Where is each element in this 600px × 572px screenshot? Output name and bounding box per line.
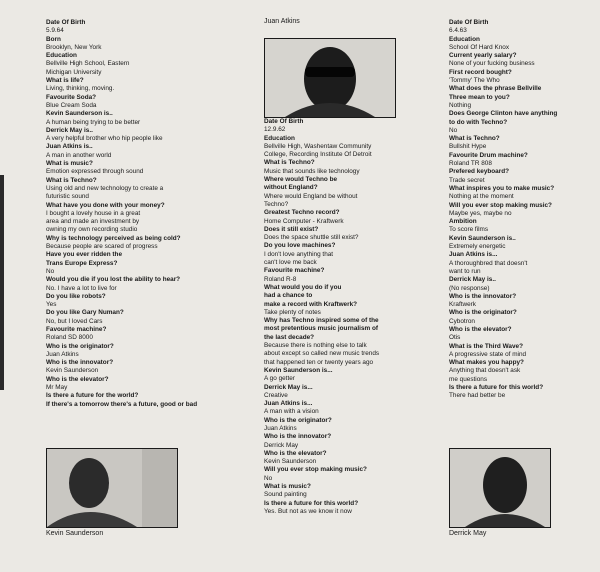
interview-question: Does George Clinton have anything xyxy=(449,110,558,118)
interview-question: Favourite machine? xyxy=(46,325,107,333)
interview-answer: Bellville High School, Eastern xyxy=(46,60,130,68)
interview-answer: Extremely energetic xyxy=(449,243,506,251)
interview-answer: Anything that doesn't ask xyxy=(449,367,521,375)
interview-question: What is music? xyxy=(46,160,93,168)
interview-question: Date Of Birth xyxy=(264,118,304,125)
interview-answer: Trade secret xyxy=(449,176,485,184)
interview-answer: No xyxy=(449,126,458,134)
interview-question: to do with Techno? xyxy=(449,118,508,126)
interview-question: Juan Atkins is... xyxy=(449,251,498,259)
interview-question: Derrick May is.. xyxy=(46,126,93,134)
interview-answer: Derrick May xyxy=(264,441,299,449)
interview-answer: area and made an investment by xyxy=(46,218,140,226)
interview-question: Favourite machine? xyxy=(264,267,325,275)
interview-answer: Brooklyn, New York xyxy=(46,43,102,51)
interview-answer: A go getter xyxy=(264,375,295,383)
interview-question: Who is the elevator? xyxy=(449,325,512,333)
interview-question: Born xyxy=(46,35,61,43)
interview-question: Prefered keyboard? xyxy=(449,168,510,176)
interview-answer: Living, thinking, moving. xyxy=(46,85,115,93)
interview-answer: Bullshit Hype xyxy=(449,143,487,151)
interview-question: Trans Europe Express? xyxy=(46,259,118,267)
interview-question: Ambition xyxy=(449,218,477,226)
interview-answer: futuristic sound xyxy=(46,193,89,201)
interview-answer: Maybe yes, maybe no xyxy=(449,209,512,217)
interview-question: most pretentious music journalism of xyxy=(264,325,378,333)
photo-kevin-saunderson xyxy=(46,448,178,528)
interview-answer: about except so called new music trends xyxy=(264,350,380,358)
interview-answer: School Of Hard Knox xyxy=(449,43,510,51)
interview-answer: Juan Atkins xyxy=(264,424,297,432)
interview-answer: A progressive state of mind xyxy=(449,350,527,358)
interview-question: Where would Techno be xyxy=(264,176,338,184)
interview-answer: Kraftwerk xyxy=(449,301,476,309)
caption-derrick-may: Derrick May xyxy=(449,530,487,537)
interview-question: Kevin Saunderson is... xyxy=(264,366,333,374)
interview-question: Is there a future for the world? xyxy=(46,392,139,400)
interview-answer: Where would England be without xyxy=(264,192,358,200)
interview-question: Favourite Drum machine? xyxy=(449,151,528,159)
interview-answer: Because people are scared of progress xyxy=(46,243,158,251)
interview-juan-atkins xyxy=(264,118,424,516)
interview-question: Greatest Techno record? xyxy=(264,209,340,217)
caption-kevin-saunderson: Kevin Saunderson xyxy=(46,530,104,537)
interview-question: What is Techno? xyxy=(449,135,500,143)
interview-answer: Yes xyxy=(46,301,57,309)
interview-answer: want to run xyxy=(449,267,481,275)
interview-question: Derrick May is... xyxy=(264,383,313,391)
interview-answer: Sound painting xyxy=(264,491,307,499)
interview-question: Who is the elevator? xyxy=(46,375,109,383)
interview-answer: A man with a vision xyxy=(264,408,319,416)
interview-question: Education xyxy=(264,134,295,142)
interview-answer: 'Tommy' The Who xyxy=(449,77,500,85)
interview-question: Do you like Gary Numan? xyxy=(46,309,124,317)
interview-question: Kevin Saunderson is.. xyxy=(449,234,516,242)
page-edge-shadow xyxy=(0,175,4,390)
interview-question: What is Techno? xyxy=(46,176,97,184)
interview-answer: A man in another world xyxy=(46,151,112,159)
interview-answer: I don't love anything that xyxy=(264,250,334,258)
interview-answer: Nothing at the moment xyxy=(449,193,514,201)
interview-question: What is the Third Wave? xyxy=(449,342,523,350)
interview-answer: No xyxy=(46,267,55,275)
interview-question: What is Techno? xyxy=(264,159,315,167)
interview-question: Juan Atkins is... xyxy=(264,400,313,408)
interview-answer: Does the space shuttle still exist? xyxy=(264,234,359,242)
interview-question: Three mean to you? xyxy=(449,93,510,101)
photo-juan-atkins xyxy=(264,38,396,118)
photo-derrick-may xyxy=(449,448,551,528)
interview-question: Have you ever ridden the xyxy=(46,251,123,259)
interview-answer: Mr May xyxy=(46,384,68,392)
interview-question: Date Of Birth xyxy=(46,19,86,26)
interview-answer: Techno? xyxy=(264,200,289,208)
caption-juan-atkins: Juan Atkins xyxy=(264,18,300,25)
interview-question: Would you die if you lost the ability to hear? xyxy=(46,276,181,284)
interview-question: Is there a future for this world? xyxy=(449,384,544,392)
interview-answer: A very helpful brother who hip people like xyxy=(46,135,163,143)
interview-question: Who is the elevator? xyxy=(264,449,327,457)
interview-question: Date Of Birth xyxy=(449,19,489,26)
interview-question: What have you done with your money? xyxy=(46,201,165,209)
interview-question: What would you do if you xyxy=(264,283,342,291)
interview-answer: No, but I loved Cars xyxy=(46,317,103,325)
interview-answer: Roland TR 808 xyxy=(449,160,492,168)
interview-answer: Roland R-8 xyxy=(264,275,297,283)
interview-question: Why is technology perceived as being cold? xyxy=(46,234,181,242)
interview-question: Does it still exist? xyxy=(264,225,319,233)
interview-question: Will you ever stop making music? xyxy=(264,466,367,474)
interview-answer: There had better be xyxy=(449,392,506,400)
interview-answer: A human being trying to be better xyxy=(46,118,141,126)
interview-question: What makes you happy? xyxy=(449,359,524,367)
interview-question: What does the phrase Bellville xyxy=(449,85,542,93)
interview-question: Derrick May is.. xyxy=(449,276,496,284)
interview-answer: Kevin Saunderson xyxy=(46,367,99,375)
interview-answer: Music that sounds like technology xyxy=(264,167,360,175)
interview-question: Why has Techno inspired some of the xyxy=(264,317,379,325)
interview-answer: Michigan University xyxy=(46,68,102,76)
interview-answer: Creative xyxy=(264,391,288,399)
interview-answer: 6.4.63 xyxy=(449,27,467,35)
interview-question: What is music? xyxy=(264,483,311,491)
interview-question: the last decade? xyxy=(264,333,315,341)
interview-answer: owning my own recording studio xyxy=(46,226,138,234)
interview-answer: To score films xyxy=(449,226,489,234)
interview-question: Kevin Saunderson is.. xyxy=(46,110,113,118)
interview-question: Who is the innovator? xyxy=(46,359,114,367)
interview-question: Juan Atkins is.. xyxy=(46,143,93,151)
interview-question: Will you ever stop making music? xyxy=(449,201,552,209)
interview-question: If there's a tomorrow there's a future, good or bad xyxy=(46,400,198,408)
interview-answer: Cybotron xyxy=(449,317,475,325)
interview-question: Who is the innovator? xyxy=(264,433,332,441)
interview-answer: can't love me back xyxy=(264,259,317,267)
interview-answer: A thoroughbred that doesn't xyxy=(449,259,528,267)
interview-question: What is life? xyxy=(46,77,84,85)
interview-question: Favourite Soda? xyxy=(46,93,97,101)
interview-answer: Take plenty of notes xyxy=(264,308,321,316)
interview-question: Who is the innovator? xyxy=(449,292,517,300)
interview-answer: Yes. But not as we know it now xyxy=(264,507,352,515)
interview-answer: Bellville High, Washentaw Community xyxy=(264,142,372,150)
interview-answer: College, Recording Institute Of Detroit xyxy=(264,151,372,159)
interview-answer: that happened ten or twenty years ago xyxy=(264,358,374,366)
interview-answer: Otis xyxy=(449,334,461,342)
interview-answer: me questions xyxy=(449,375,488,383)
interview-derrick-may xyxy=(449,19,569,401)
interview-answer: Blue Cream Soda xyxy=(46,101,97,109)
interview-answer: 5.9.64 xyxy=(46,27,64,35)
interview-question: What inspires you to make music? xyxy=(449,184,555,192)
interview-answer: Kevin Saunderson xyxy=(264,458,317,466)
interview-answer: Roland SD 8000 xyxy=(46,334,93,342)
interview-question: Do you love machines? xyxy=(264,242,336,250)
interview-question: Education xyxy=(449,35,480,43)
interview-question: Is there a future for this world? xyxy=(264,499,359,507)
interview-question: make a record with Kraftwerk? xyxy=(264,300,358,308)
interview-question: Current yearly salary? xyxy=(449,52,517,60)
interview-question: without England? xyxy=(264,184,318,192)
interview-question: First record bought? xyxy=(449,68,512,76)
interview-answer: Using old and new technology to create a xyxy=(46,184,164,192)
interview-answer: Because there is nothing else to talk xyxy=(264,342,367,350)
interview-answer: No xyxy=(264,474,273,482)
interview-answer: No. I have a lot to live for xyxy=(46,284,117,292)
interview-question: Who is the originator? xyxy=(264,416,332,424)
interview-question: Who is the originator? xyxy=(449,309,517,317)
interview-answer: None of your fucking business xyxy=(449,60,535,68)
interview-answer: Emotion expressed through sound xyxy=(46,168,144,176)
interview-question: Who is the originator? xyxy=(46,342,114,350)
interview-answer: Nothing xyxy=(449,101,472,109)
interview-answer: Juan Atkins xyxy=(46,350,79,358)
interview-question: Do you like robots? xyxy=(46,292,106,300)
interview-answer: (No response) xyxy=(449,284,490,292)
interview-answer: 12.9.62 xyxy=(264,126,286,134)
interview-question: Education xyxy=(46,52,77,60)
interview-question: had a chance to xyxy=(264,292,313,300)
interview-answer: Home Computer - Kraftwerk xyxy=(264,217,344,225)
interview-answer: I bought a lovely house in a great xyxy=(46,209,141,217)
interview-kevin-saunderson xyxy=(46,19,211,409)
